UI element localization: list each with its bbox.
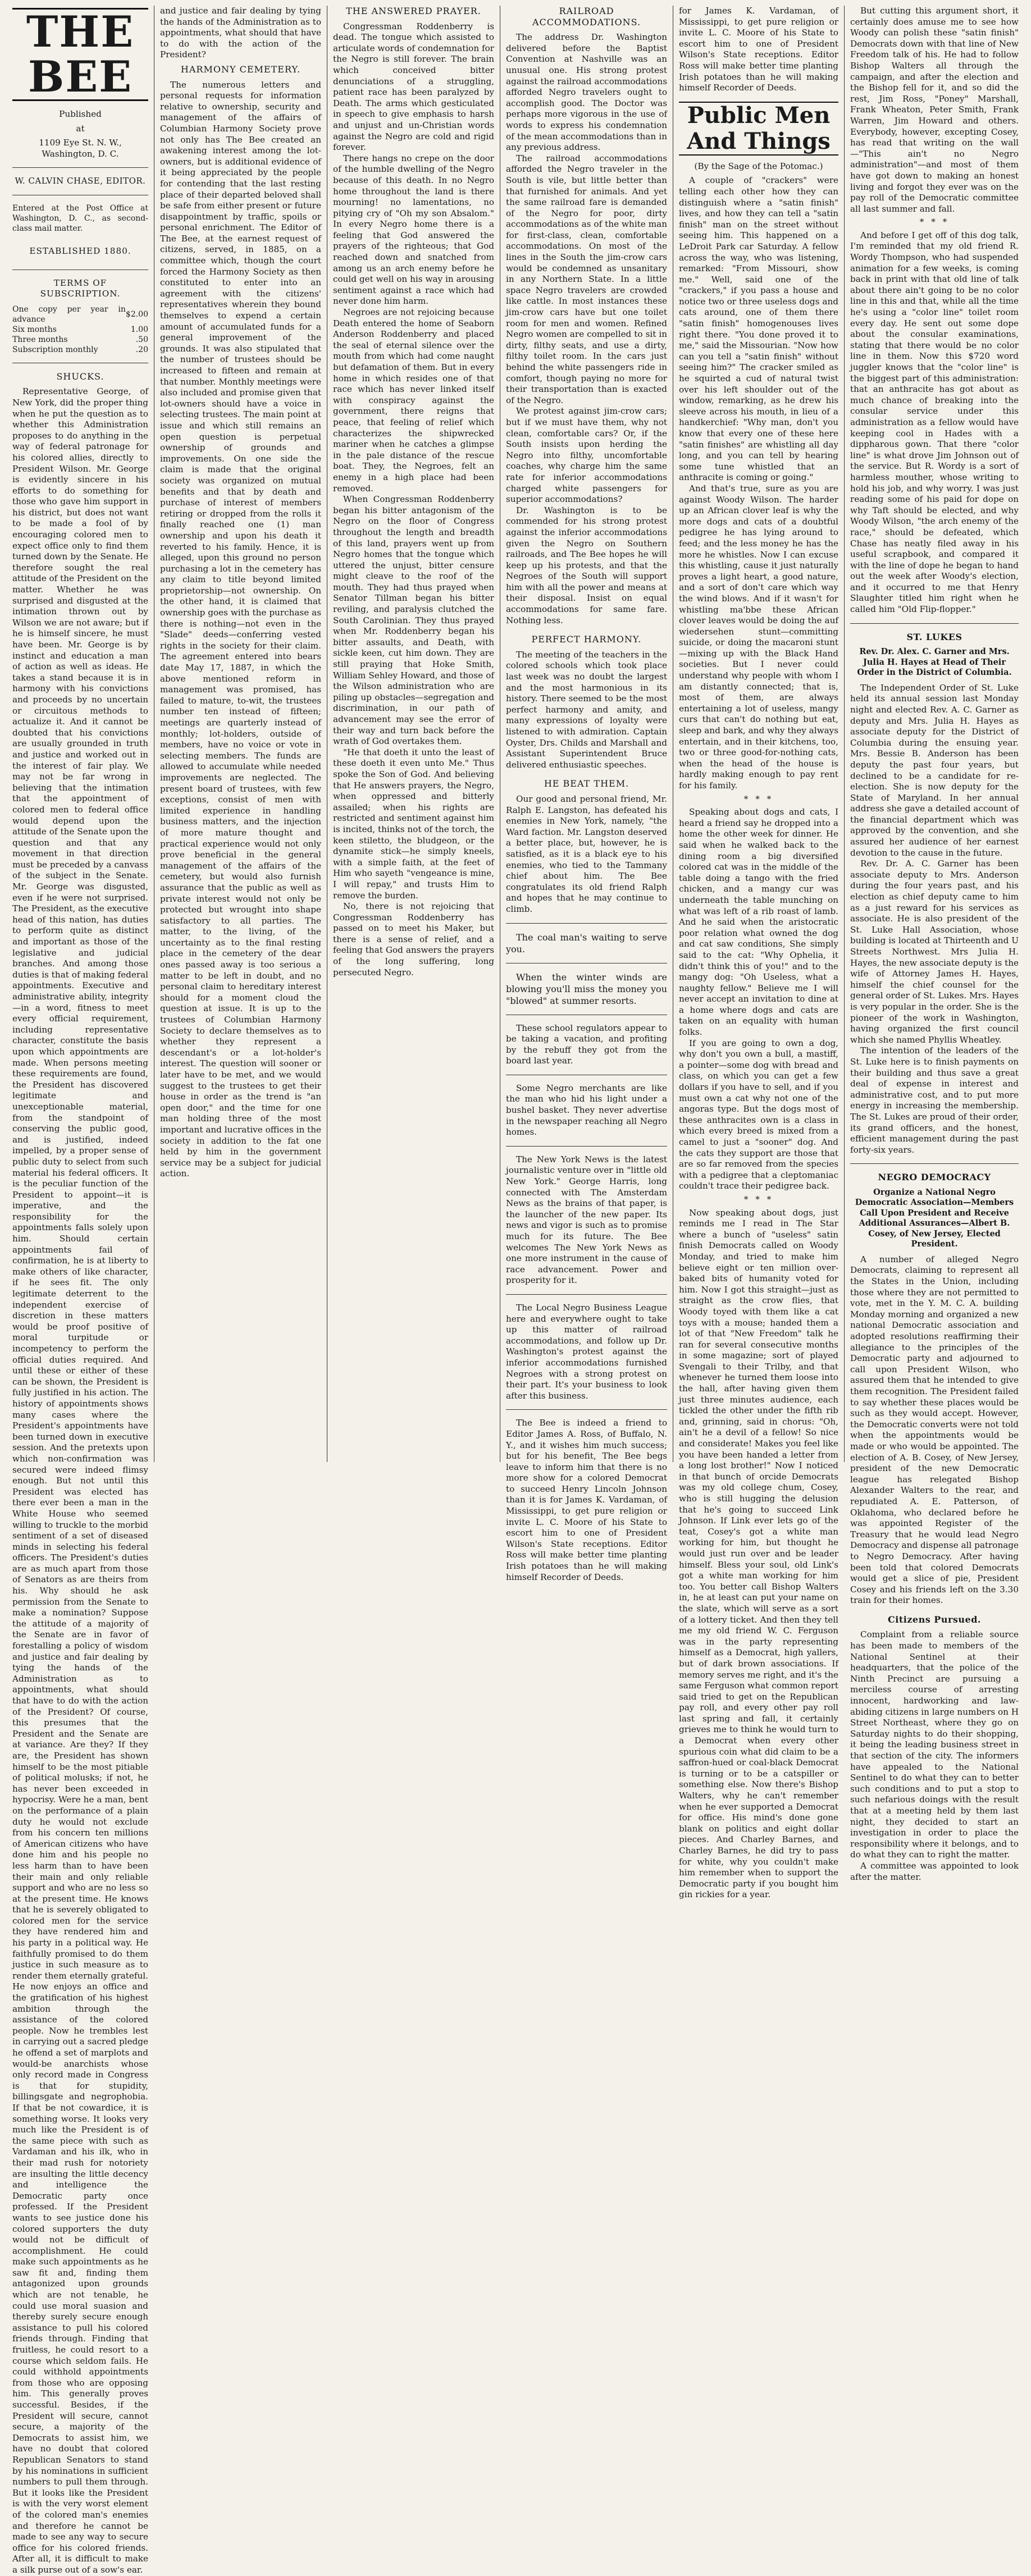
note-continued: for James K. Vardaman, of Mississippi, to get pure religion or invite L. C. Moore of his State to escort him to one of President Wilson's State receptions. Editor Ross will make better time planting Irish potatoes than he will making himself Recorder of Deeds. (679, 6, 838, 93)
public-men-paragraph: A couple of "crackers" were telling each other how they can distinguish where a "satin finish" lives, and how they can tell a "satin finish" man on the street without seeing him. This happened on a LeDroit Park car Saturday. A fellow across the way, who was listening, remarked: "From Missouri, show me." Well, said one of the "crackers," if you pass a house and notice two or three useless dogs and cats around, one of them there "satin finish" homogenouses lives right there. "You done proved it to me," said the Missourian. "Now how can you tell a "satin finish" without seeing him?" The cracker smiled as he squirted a cud of natural twist over his left shoulder out of the window, remarking, as he drew his sleeve across his mouth, in lieu of a handkerchief: "Why man, don't you know that every one of these here "satin finishes" are whistling all day long, and you can tell by hearing some tune whistled that an anthracite is coming or going." (679, 175, 838, 483)
mail-entry-note: Entered at the Post Office at Washington, D. C., as second-class mail matter. (12, 203, 148, 233)
citizens-pursued-paragraph: Complaint from a reliable source has been made to members of the National Sentinel at their headquarters, that the police of the Ninth Precinct are pursuing a merciless course of arresting innocent, hardworking and law-abiding citizens in large numbers on H Street Northeast, where they go on Saturday nights to do their shopping, it being the leading business street in that section of the city. The informers have appealed to the National Sentinel to do what they can to better such conditions and to put a stop to such nefarious doings with the result that at a meeting held by them last night, they decided to start an investigation in order to place the responsibility where it belongs, and to do what they can to right the matter. (850, 1629, 1019, 1860)
column-1 (7, 6, 154, 2575)
public-men-paragraph: Speaking about dogs and cats, I heard a friend say he dropped into a home the other week for dinner. He said when he walked back to the dining room a big diversified colored cat was in the middle of the table doing a tango with the fried chicken, and a mangy cur was underneath the table munching on what was left of a rib roast of lamb. And he said when the aristocratic poor relation what owned the dog and cat saw conditions, She simply said to the cat: "Why Ophelia, it didn't think this of you!" and to the mangy dog: "Oh Useless, what a naughty fellow." Believe me I will never accept an invitation to dine at a home where dogs and cats are taken on an equality with human folks. (679, 807, 838, 1038)
st-lukes-subheading: Rev. Dr. Alex. C. Garner and Mrs. Julia H. Hayes at Head of Their Order in the District of Columbia. (857, 647, 1012, 678)
column-2 (154, 6, 327, 1462)
answered-prayer-paragraph: When Congressman Roddenberry began his bitter antagonism of the Negro on the floor of Congress throughout the length and breadth of this land, prayers went up from Negro homes that the tongue which uttered the unjust, bitter censure might cleave to the roof of the mouth. They had thus prayed when Senator Tillman began his bitter reviling, and paralysis clutched the South Carolinian. They thus prayed when Mr. Roddenberry began his bitter assaults, and Death, with sickle keen, cut him down. They are still praying that Hoke Smith, William Sehley Howard, and those of the Wilson administration who are piling up obstacles—segregation and discrimination, in our path of advancement may see the error of their way and turn back before the wrath of God overtakes them. (333, 494, 494, 747)
negro-democracy-body: A number of alleged Negro Democrats, claiming to represent all the States in the Union, including those where they are not permitted to vote, met in the Y. M. C. A. building Monday morning and organized a new national Democratic association and adopted resolutions reaffirming their allegiance to the principles of the Democratic party and adjourned to call upon President Wilson, who assured them that he intended to give them recognition. The President failed to say whether these places would be such as they would accept. However, the Democratic converts were not told when the appointments would be made or who would be appointed. The election of A. B. Cosey, of New Jersey, president of the new Democratic league has relegated Bishop Alexander Walters to the rear, and repudiated A. E. Patterson, of Oklahoma, who declared before he was appointed Register of the Treasury that he would lead Negro Democracy and dispense all patronage to Negro Democracy. After having been told that colored Democrats would get a slice of pie, President Cosey and his friends left on the 3.30 train for their homes. (850, 1254, 1019, 1606)
answered-prayer-paragraph: Congressman Roddenberry is dead. The tongue which assisted to articulate words of condemnation for the Negro is still forever. The brain which conceived bitter denunciations of a struggling, patient race has been paralyzed by Death. The arms which gesticulated in speech to give emphasis to harsh and unjust and un-Christian words against the Negro are cold and rigid forever. (333, 21, 494, 153)
terms-heading: TERMS OF SUBSCRIPTION. (40, 277, 121, 299)
published-label: Published (59, 109, 102, 119)
public-men-paragraph: If you are going to own a dog, why don't you own a bull, a mastiff, a pointer—some dog with bread and class, on which you can get a few dollars if you have to sell, and if you must own a cat why not one of the angoras type. But the dogs most of these anthracites own is a class in which every breed is mixed from a camel to just a "sooner" dog. And the cats they support are those that are so far removed from the species with a pedigree that a cleptomaniac couldn't trace their pedigree back. (679, 1038, 838, 1191)
terms-price: .50 (135, 335, 148, 344)
terms-row (12, 345, 148, 355)
article-heading-shucks: SHUCKS. (56, 371, 104, 382)
railroad-paragraph: We protest against jim-crow cars; but if we must have them, why not clean, comfortable cars? Or, if the South insists upon herding the Negro into filthy, uncomfortable coaches, why charge him the same rate for inferior accommodations charged white passengers for superior accommodations? (506, 406, 667, 505)
article-heading-negro-democracy: NEGRO DEMOCRACY (878, 1172, 991, 1183)
column-6 (844, 6, 1024, 1882)
answered-prayer-paragraph: There hangs no crepe on the door of the humble dwelling of the Negro because of this death. In no Negro home throughout the land is there mourning! no lamentations, no pitying cry of "Oh my son Absalom." In every Negro home there is a feeling that God answered the prayers of the righteous; that God reached down and snatched from among us an arch enemy before he could get well on his way in arousing sentiment against a race which had never done him harm. (333, 153, 494, 307)
article-heading-perfect-harmony: PERFECT HARMONY. (531, 634, 642, 645)
railroad-paragraph: Dr. Washington is to be commended for his strong protest against the inferior accommodations given the Negro on Southern railroads, and The Bee hopes he will keep up his protests, and that the Negroes of the South will support him with all the power and means at their disposal. Insist on equal accommodations for same fare. Nothing less. (506, 505, 667, 625)
divider (506, 1294, 667, 1295)
editorial-note: The coal man's waiting to serve you. (506, 931, 667, 954)
editor-line: W. CALVIN CHASE, EDITOR. (15, 176, 146, 186)
terms-label: One copy per year in advance (12, 304, 126, 324)
office-address: 1109 Eye St. N. W., Washington, D. C. (39, 138, 122, 159)
terms-row (12, 304, 148, 325)
terms-row (12, 325, 148, 335)
terms-label: Subscription monthly (12, 345, 98, 354)
article-heading-he-beat-them: HE BEAT THEM. (544, 778, 629, 789)
citizens-pursued-paragraph: A committee was appointed to look after the matter. (850, 1860, 1019, 1882)
divider (506, 923, 667, 924)
st-lukes-paragraph: The Independent Order of St. Luke held its annual session last Monday night and elected Rev. A. C. Garner as deputy and Mrs. Julia H. Hayes as associate deputy for the District of Columbia during the ensuing year. Mrs. Bessie B. Anderson has been deputy the past four years, but declined to be a candidate for re-election. She is now deputy for the State of Maryland. In her annual address she gave a detailed account of the financial department which was approved by the convention, and she assured her audience of her earnest devotion to the cause in the future. (850, 682, 1019, 858)
editorial-note: When the winter winds are blowing you'll miss the money you "blowed" at summer resorts. (506, 971, 667, 1006)
section-dots: * * * (743, 1194, 774, 1204)
subscription-table (12, 304, 148, 355)
shucks-continued: and justice and fair dealing by tying the hands of the Administration as to appointments, what should that have to do with the action of the President? (160, 6, 321, 60)
public-men-paragraph: But cutting this argument short, it certainly does amuse me to see how Woody can polish these "satin finish" Democrats down with that line of New Freedom talk of his. He had to follow Bishop Walters all through the campaign, and after the election and the Bishop fell for it, and so did the rest, Jim Ross, "Poney" Marshall, Frank Wheaton, Peter Smith, Frank Warren, Jim Howard and others. Everybody, however, excepting Cosey, has read that writing on the wall—"This ain't no Negro administration"—and most of them have got down to making an honest living and forgot they ever was on the pay roll of the Democratic committee all last summer and fall. (850, 6, 1019, 214)
divider (12, 167, 148, 168)
established-line: ESTABLISHED 1880. (29, 245, 131, 256)
masthead-title: THE BEE (12, 8, 148, 101)
divider (506, 1409, 667, 1410)
at-label: at (76, 123, 85, 134)
railroad-paragraph: The railroad accommodations afforded the Negro traveler in the South is vile, but little better than that furnished for animals. And yet the same railroad fare is demanded of the Negro for poor, dirty accommodations as of the white man for first-class, clean, comfortable accommodations. On most of the lines in the South the jim-crow cars would be condemned as unsanitary in any Northern State. In a little space Negro travelers are crowded like cattle. In most instances these jim-crow cars have but one toilet room for men and women. Refined Negro women are compelled to sit in dirty, filthy seats, and use a dirty, filthy toilet room. In the cars just behind the white passengers ride in comfort, though paying no more for their transportation than is exacted of the Negro. (506, 153, 667, 405)
shucks-body: Representative George, of New York, did the proper thing when he put the question as to whether this Administration proposes to do anything in the way of federal patronage for his colored allies, directly to President Wilson. Mr. George is evidently sincere in his efforts to do something for those who gave him support in his district, but does not want to be made a fool of by encouraging colored men to expect office only to find them turned down by the Senate. He therefore sought the real attitude of the President on the matter. Whether he was surprised and disgusted at the intimation thrown out by Wilson we are not aware; but if he is himself sincere, he must have been. Mr. George is by instinct and education a man of action as well as ideas. He takes a stand because it is in harmony with his convictions and proceeds by no uncertain or circuitous methods to actualize it. And it cannot be doubted that his convictions are usually grounded in truth and justice and worked out in the interest of fair play. We may not be far wrong in believing that the intimation that the appointment of colored men to federal office would depend upon the attitude of the Senate upon the question and that any movement in that direction must be preceded by a canvass of the subject in the Senate. Mr. George was disgusted, even if he were not surprised. The President, as the executive head of this nation, has duties to perform quite as distinct and important as those of the legislative and judicial branches. And among those duties is that of making federal appointments. Executive and administrative ability, integrity—in a word, fitness to meet every official requirement, including representative character, constitute the basis upon which appointments are made. When persons meeting these requirements are found, the President has discovered legitimate and unexceptionable material, from the standpoint of conserving the public good, and is justified, indeed impelled, by a proper sense of public duty to select from such material his federal officers. It is the peculiar function of the President to appoint—it is imperative, and the responsibility for the appointments falls solely upon him. Should certain appointments fail of confirmation, he is at liberty to make others of like character, if he sees fit. The only legitimate deterrent to the independent exercise of discretion in these matters would be proof positive of moral turpitude or incompetency to perform the official duties required. And until these or either of these can be shown, the President is fully justified in his action. The history of appointments shows many cases where the President's appointments have been turned down in executive session. And the pretexts upon which non-confirmation was secured were indeed flimsy enough. But not until this President was elected has there ever been a man in the White House who seemed willing to truckle to the morbid sentiment of a set of diseased minds in selecting his federal officers. The President's duties are as much apart from those of Senators as are theirs from his. Why should he ask permission from the Senate to make a nomination? Suppose the attitude of a majority of the Senate are in favor of forestalling a policy of wisdom and justice and fair dealing by tying the hands of the Administration as to appointments, what should that have to do with the action of the President? Of course, this presumes that the President and the Senate are at variance. Are they? If they are, the President has shown himself to be the most pitiable of political molusks; if not, he has never been exceeded in hypocrisy. Were he a man, bent on the performance of a plain duty he would not exclude from his concern ten millions of American citizens who have done him and his people no less harm than to have been their main and only reliable support and who are no less so at the present time. He knows that he is severely obligated to colored men for the service they have rendered him and his party in a political way. He faithfully promised to do them justice in such measure as to render them eternally grateful. He now enjoys an office and the gratification of his highest ambition through the assistance of the colored people. Now he trembles lest in carrying out a sacred pledge he offend a set of marplots and would-be anarchists whose only record made in Congress is that for stupidity, billingsgate and negrophobia. If that be not cowardice, it is something worse. It looks very much like the President is of the same piece with such as Vardaman and his ilk, who in their mad rush for notoriety are insulting the little decency and intelligence the Democratic party once professed. If the President wants to see justice done his colored supporters the duty would not be difficult of accomplishment. He could make such appointments as he saw fit and, finding them antagonized upon grounds which are not tenable, he could use moral suasion and thereby surely secure enough assistance to pull his colored friends through. Finding that fruitless, he could resort to a course which seldom fails. He could withhold appointments from those who are opposing him. This generally proves successful. Besides, if the President will secure, cannot secure, a majority of the Democrats to assist him, we have no doubt that colored Republican Senators to stand by his nominations in sufficient numbers to pull them through. But it looks like the President is with the very worst element of the colored man's enemies and therefore he cannot be made to see any way to secure office for his colored friends. After all, it is difficult to make a silk purse out of a sow's ear. (12, 386, 148, 2575)
editorial-note: Some Negro merchants are like the man who hid his light under a bushel basket. They never advertise in the newspaper reaching all Negro homes. (506, 1083, 667, 1138)
st-lukes-paragraph: Rev. Dr. A. C. Garner has been associate deputy to Mrs. Anderson during the four years past, and his election as chief deputy came to him as a just reward for his services as associate. He is also president of the St. Luke Hall Association, whose building is located at Thirteenth and U Streets Northwest. Mrs Julia H. Hayes, the new associate deputy is the wife of Attorney James H. Hayes, himself the chief counsel for the general order of St. Lukes. Mrs. Hayes is very popular in the order. She is the pioneer of the work in Washington, having organized the first council which she named Phyllis Wheatley. (850, 858, 1019, 1045)
divider (850, 1163, 1019, 1164)
terms-row (12, 335, 148, 345)
answered-prayer-paragraph: Negroes are not rejoicing because Death entered the home of Seaborn Anderson Roddenberry and placed the seal of eternal silence over the mouth from which had come naught but defamation of them. But in every home in which resides one of that race which has never linked itself with conspiracy against the government, there reigns that peace, that feeling of relief which characterizes the shipwrecked mariner when he catches a glimpse in the pale distance of the rescue boat. They, the Negroes, felt an enemy in a high place had been removed. (333, 307, 494, 494)
editorial-note: These school regulators appear to be taking a vacation, and profiting by the rebuff they got from the board last year. (506, 1022, 667, 1066)
public-men-byline: (By the Sage of the Potomac.) (694, 161, 823, 171)
terms-price: $2.00 (125, 309, 148, 319)
section-dots: * * * (743, 793, 774, 804)
answered-prayer-paragraph: No, there is not rejoicing that Congressman Roddenberry has passed on to meet his Maker, but there is a sense of relief, and a feeling that God answers the prayers of the long suffering, long persecuted Negro. (333, 901, 494, 978)
divider (850, 623, 1019, 624)
public-men-paragraph: And before I get off of this dog talk, I'm reminded that my old friend R. Wordy Thompson, who had suspended animation for a few weeks, is coming back in print with that old line of talk about there ain't going to be no color line in this and that, while all the time he's using a "color line" toilet room every day. He sent out some dope about the consular examinations, stating that there would be no color line in them. Now this $720 word juggler knows that the "color line" is the biggest part of this administration: that an anthracite has got about as much chance of breaking into the consular service under this administration as a fellow would have keeping cool in Hades with a dippharous gown. That there "color line" is what drove Jim Johnson out of the service. But R. Wordy is a sort of harmless mouther, whose writing to hold his job, and why worry. I was just reading some of his paid for dope on why Taft should be elected, and why Woody Wilson, "the arch enemy of the race," should be defeated, which Chase has neatly filed away in his useful scrapbook, and compared it with the line of dope he began to hand out the week after Woody's election, and it occurred to me that Henry Slaughter titled him right when he called him "Old Flip-flopper." (850, 230, 1019, 615)
editorial-note: The Local Negro Business League here and everywhere ought to take up this matter of railroad accommodations, and follow up Dr. Washington's protest against the inferior accommodations furnished Negroes with a strong protest on their part. It's your business to look after this business. (506, 1302, 667, 1401)
terms-label: Three months (12, 335, 68, 344)
article-heading-answered-prayer: THE ANSWERED PRAYER. (346, 6, 481, 16)
article-heading-st-lukes: ST. LUKES (906, 631, 962, 642)
divider (506, 1146, 667, 1147)
answered-prayer-paragraph: "He that doeth it unto the least of these doeth it even unto Me." Thus spoke the Son of God. And believing that He answers prayers, the Negro, when oppressed and bitterly assailed; when his rights are restricted and sentiment against him is incited, thinks not of the torch, the keen stiletto, the bludgeon, or the dynamite stick—he simply kneels, with a simple faith, at the feet of Him who sayeth "vengeance is mine, I will repay," and trusts Him to remove the burden. (333, 747, 494, 901)
public-men-paragraph: And that's true, sure as you are against Woody Wilson. The harder up an African clover leaf is why the more dogs and cats of a doubtful pedigree he has lying around to feed; and the less money he has the more he whistles. Now I can excuse this whistling, cause it just naturally proves a light heart, a good nature, and a sort of don't care which way the wind blows. And if it wasn't for whistling ma'bbe these African clover leaves would be doing the auf wiedersehen stunt—committing suicide, or doing the macaroni stunt—mixing up with the Black Hand societies. But I never could understand why people with whom I am distantly connected; that is, most of them, are always entertaining a lot of useless, mangy curs that can't do nothing but eat, sleep and bark, and why they always entertain, and in their kitchens, too, two or three good-for-nothing cats, when the head of the house is hardly making enough to pay rent for his family. (679, 483, 838, 791)
column-4 (500, 6, 673, 1582)
terms-price: .20 (135, 345, 148, 354)
terms-label: Six months (12, 325, 57, 334)
st-lukes-paragraph: The intention of the leaders of the St. Luke here is to finish payments on their building and thus save a great deal of expense in interest and administrative cost, and to put more energy in increasing the membership. The St. Lukes are proud of their order, its grand officers, and the honest, efficient management during the past forty-six years. (850, 1045, 1019, 1155)
public-men-paragraph: Now speaking about dogs, just reminds me I read in The Star where a bunch of "useless" satin finish Democrats called on Woody Monday, and tried to make him believe eight or ten million over-baked bits of humanity voted for him. Now I got this straight—just as straight as the crow flies, that Woody toyed with them like a cat toys with a mouse; handed them a lot of that "New Freedom" talk he ran for several consecutive months in some magazine; sort of played Svengali to their Trilby, and that whenever he turned them loose into the hall, after having given them just three minutes audience, each tickled the other under the fifth rib and, grinning, said in chorus: "Oh, ain't he a devil of a fellow! So nice and considerate! Makes you feel like you have been handed a letter from a long lost brother!" Now I noticed in that bunch of orcide Democrats was my old college chum, Cosey, who is still hugging the delusion that he's going to succeed Link Johnson. If Link ever lets go of the teat, Cosey's got a white man working for him, but thought he would just run over and be leader himself. Bless your soul, old Link's got a white man working for him too. You better call Bishop Walters in, he at least can put your name on the slate, which will serve as a sort of a lottery ticket. And then they tell me my old friend W. C. Ferguson was in the party representing himself as a Democrat, high yallers, but of dark brown associations. If memory serves me right, and it's the same Ferguson what common report said tried to get on the Republican pay roll, and every other pay roll last spring and fall, it certainly grieves me to think he would turn to a Democrat when every other spurious coin what did claim to be a saffron-hued or coal-black Democrat is turning or to be a catspiller or something else. Now there's Bishop Walters, why he can't remember when he ever supported a Democrat for office. His mind's done gone blank on politics and eight dollar pieces. And Charley Barnes, and Charley Barnes, he did try to pass for white, why you couldn't make him remember when to support the Democratic party if you bought him gin rickies for a year. (679, 1207, 838, 1900)
column-5 (673, 6, 844, 1900)
negro-democracy-subheading: Organize a National Negro Democratic Association—Members Call Upon President and Receive Additional Assurances—Albert B. Cosey, of New Jersey, Elected President. (855, 1187, 1014, 1249)
article-heading-railroad: RAILROAD ACCOMMODATIONS. (532, 6, 641, 28)
public-men-banner: Public Men And Things (679, 102, 838, 156)
editorial-note: The New York News is the latest journalistic venture over in "little old New York." George Harris, long connected with The Amsterdam News as the brains of that paper, is the launcher of the new paper. Its news and vigor is such as to promise much for its future. The Bee welcomes The New York News as one more instrument in the cause of race advancement. Power and prosperity for it. (506, 1154, 667, 1286)
railroad-paragraph: The address Dr. Washington delivered before the Baptist Convention at Nashville was an unusual one. His strong protest against the railroad accommodations afforded Negro travelers ought to accomplish good. The Doctor was perhaps more vigorous in the use of words to express his condemnation of the mean accommodations than in any previous address. (506, 32, 667, 153)
column-3 (327, 6, 500, 1462)
he-beat-them-body: Our good and personal friend, Mr. Ralph E. Langston, has defeated his enemies in New York, namely, "the Ward faction. Mr. Langston deserved a better place, but, however, he is satisfied, as it is a black eye to his enemies, who tied to the Tammany chief about him. The Bee congratulates its old friend Ralph and hopes that he may continue to climb. (506, 793, 667, 914)
terms-price: 1.00 (130, 325, 148, 334)
section-dots: * * * (919, 217, 950, 227)
editorial-note: The Bee is indeed a friend to Editor James A. Ross, of Buffalo, N. Y., and it wishes him much success; but for his benefit, The Bee begs leave to inform him that there is no more show for a colored Democrat to succeed Henry Lincoln Johnson than it is for James K. Vardaman, of Mississippi, to get pure religion or invite L. C. Moore of his State to escort him to one of President Wilson's State receptions. Editor Ross will make better time planting Irish potatoes than he will making himself Recorder of Deeds. (506, 1418, 667, 1582)
article-heading-harmony-cemetery: HARMONY CEMETERY. (180, 63, 301, 75)
article-heading-citizens-pursued: Citizens Pursued. (888, 1614, 981, 1625)
perfect-harmony-body: The meeting of the teachers in the colored schools which took place last week was no doubt the largest and the most harmonious in its history. There seemed to be the most perfect harmony and amity, and many expressions of loyalty were listened to with admiration. Captain Oyster, Drs. Childs and Marshall and Assistant Superintendent Bruce delivered enthusiastic speeches. (506, 649, 667, 770)
harmony-cemetery-body: The numerous letters and personal requests for information relative to ownership, security and management of the affairs of Columbian Harmony Society prove not only has The Bee created an awakening interest among the lot-owners, but is additional evidence of it being appreciated by the people for contending that the last resting place of their departed beloved shall be safe from either present or future disappointment by traffic, spoils or personal enrichment. The Editor of The Bee, at the earnest request of citizens, served, in 1885, on a committee which, though the court forced the Harmony Society as then constituted to enter into an agreement with the citizens' representatives wherein they bound themselves to expend a certain amount of accumulated funds for a general improvement of the grounds. It was also stipulated that the number of trustees should be increased to fifteen and remain at that number. Monthly meetings were also included and promise given that lot-owners should have a voice in selecting trustees. The main point at issue and which still remains an open question is perpetual ownership of grounds and improvements. On one side the claim is made that the original society was organized on mutual benefits and that by death and purchase of interest of members retiring or dropped from the rolls it finally reached one (1) man ownership and upon his death it reverted to his family. Hence, it is alleged, upon this ground no person purchasing a lot in the cemetery has any claim to title beyond limited proprietorship—not ownership. On the other hand, it is claimed that ownership goes with the purchase as there is nothing—not even in the "Slade" deeds—conferring vested rights in the society for their claim. The agreement entered into bears date May 17, 1887, in which the above mentioned reform in management was promised, has failed to mature, to-wit, the trustees number ten instead of fifteen; meetings are quarterly instead of monthly; lot-holders, outside of members, have no voice or vote in selecting members. The funds are allowed to accumulate while needed improvements are neglected. The present board of trustees, with few exceptions, consist of men with limited experience in handling business matters, and the injection of more mature thought and practical experience would not only prove beneficial in the general management of the affairs of the cemetery, but would also furnish assurance that the public as well as private interest would not only be protected but wrought into shape satisfactory to all parties. The matter, to the living, of the uncertainty as to the final resting place in the cemetery of the dear ones passed away is too serious a matter to be left in doubt, and no personal claim to hereditary interest should for a moment cloud the question at issue. It is up to the trustees of Columbian Harmony Society to declare themselves as to whether they represent a descendant's or a lot-holder's interest. The question will sooner or later have to be met, and we would suggest to the trustees to get their house in order as the trend is "an open door," and the time for one man holding three of the most important and lucrative offices in the society in addition to the fat one held by him in the government service may be a subject for judicial action. (160, 79, 321, 1179)
